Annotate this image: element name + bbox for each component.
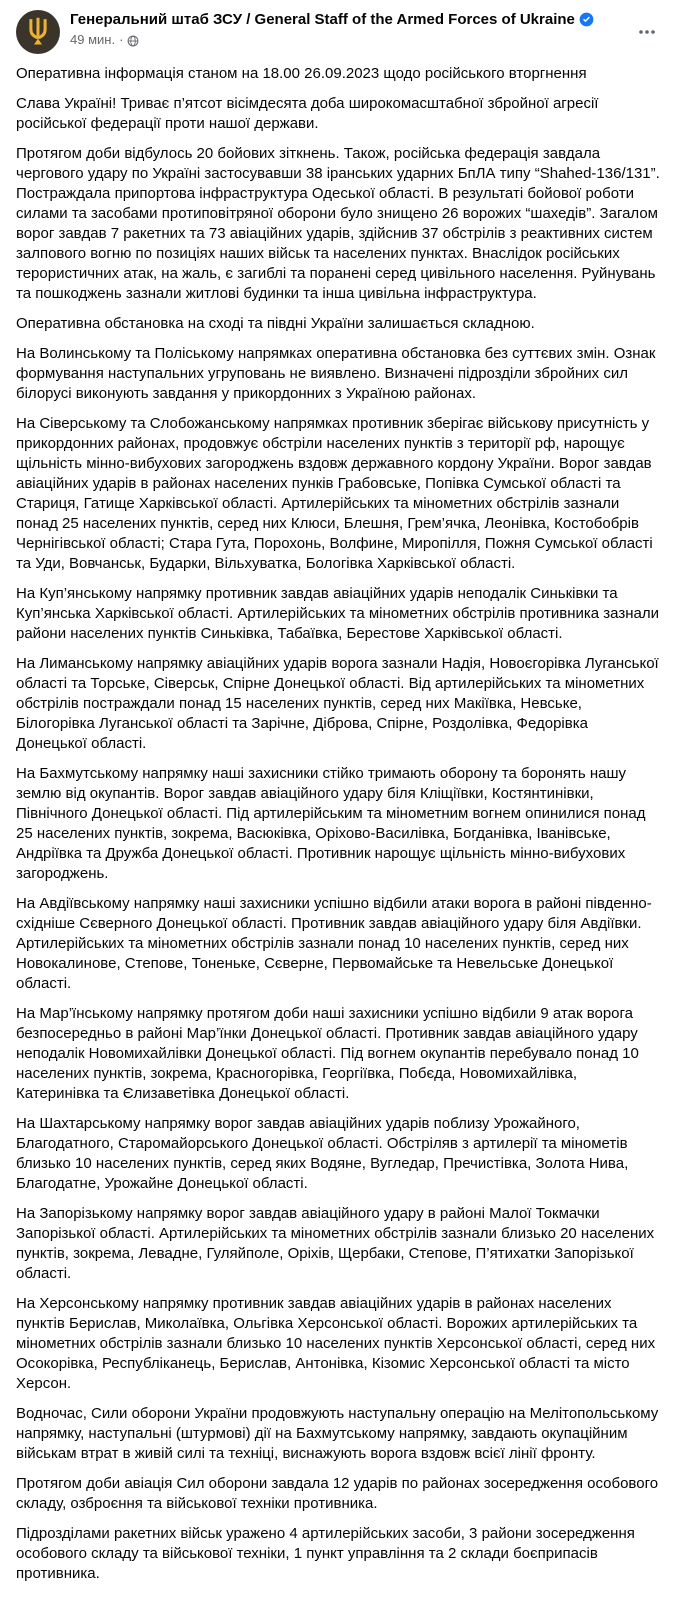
post-paragraph: На Херсонському напрямку противник завдав авіаційних ударів в районах населених пунктів Берислав, Миколаївка, Ольгівка Херсонської області. Ворожих артилерійських та мінометних обстрілів зазнали близько 10 населених пунктів Херсонської області, серед них Осокорівка, Республіканець, Берислав, Антонівка, Кізомис Херсонської області та місто Херсон.: [16, 1295, 656, 1392]
post-paragraph: Оперативна обстановка на сході та півдні України залишається складною.: [16, 315, 535, 332]
post-paragraph: Слава Україні! Триває п’ятсот вісімдесята доба широкомасштабної збройної агресії російської федерації проти нашої держави.: [16, 95, 599, 132]
trident-icon: [25, 16, 51, 48]
page-avatar[interactable]: [16, 10, 60, 54]
post-paragraph: На Запорізькому напрямку ворог завдав авіаційного удару в районі Малої Токмачки Запорізької області. Артилерійських та мінометних обстрілів зазнали близько 20 населених пунктів, зокрема, Левадне, Гуляйполе, Оріхів, Щербаки, Степове, П’ятихатки Запорізької області.: [16, 1205, 655, 1282]
more-options-button[interactable]: [631, 16, 663, 48]
page-name[interactable]: Генеральний штаб ЗСУ / General Staff of the Armed Forces of Ukraine: [70, 11, 575, 28]
post-body: [0, 58, 679, 1602]
post-meta-row: [70, 32, 631, 48]
post-paragraph: Протягом доби відбулось 20 бойових зіткнень. Також, російська федерація завдала чергового удару по Україні застосувавши 38 іранських ударних БпЛА типу “Shahed-136/131”. Постраждала припортова інфраструктура Одеської області. В результаті бойової роботи силами та засобами протиповітряної оборони було знищено 26 ворожих “шахедів”. Загалом ворог завдав 7 ракетних та 73 авіаційних ударів, здійснив 37 обстрілів з реактивних систем залпового вогню по позиціях наших військ та населених пунктах. Внаслідок російських терористичних атак, на жаль, є загиблі та поранені серед цивільного населення. Руйнувань та пошкоджень зазнали житлові будинки та інша цивільна інфраструктура.: [16, 145, 660, 302]
post-paragraph: Оперативна інформація станом на 18.00 26.09.2023 щодо російського вторгнення: [16, 65, 587, 82]
post-header: [0, 0, 679, 58]
post-paragraph: На Авдіївському напрямку наші захисники успішно відбили атаки ворога в районі південно-східніше Сєверного Донецької області. Противник завдав авіаційного удару біля Авдіївки. Артилерійських та мінометних обстрілів зазнали понад 10 населених пунктів, серед них Новокалинове, Степове, Тоненьке, Сєверне, Первомайське та Невельське Донецької області.: [16, 895, 652, 992]
post-paragraph: Водночас, Сили оборони України продовжують наступальну операцію на Мелітопольському напрямку, наступальні (штурмові) дії на Бахмутському напрямку, завдають окупаційним військам втрат в живій силі та техніці, виснажують ворога вздовж всієї лінії фронту.: [16, 1405, 659, 1462]
post-paragraph: На Лиманському напрямку авіаційних ударів ворога зазнали Надія, Новоєгорівка Луганської області та Торське, Сіверськ, Спірне Донецької області. Від артилерійських та мінометних обстрілів постраждали понад 15 населених пунктів, серед них Макіївка, Невське, Білогорівка Луганської області та Зарічне, Діброва, Спірне, Роздолівка, Федорівка Донецької області.: [16, 655, 659, 752]
page-name-row: [70, 10, 631, 29]
post-header-text: [70, 10, 631, 48]
post-paragraph: На Мар’їнському напрямку протягом доби наші захисники успішно відбили 9 атак ворога безпосередньо в районі Мар’їнки Донецької області. Противник завдав авіаційного удару неподалік Новомихайлівки Донецької області. Під вогнем окупантів перебувало понад 10 населених пунктів, зокрема, Красногорівка, Георгіївка, Побєда, Новомихайлівка, Катеринівка та Єлизаветівка Донецької області.: [16, 1005, 639, 1102]
verified-badge-icon: [579, 12, 594, 27]
globe-icon: [127, 35, 139, 47]
meta-separator: ·: [119, 32, 124, 47]
post-paragraph: На Волинському та Поліському напрямках оперативна обстановка без суттєвих змін. Ознак формування наступальних угруповань не виявлено. Визначені підрозділи збройних сил білорусі виконують завдання у прикордонних з Україною районах.: [16, 345, 656, 402]
post-paragraph: На Бахмутському напрямку наші захисники стійко тримають оборону та боронять нашу землю від окупантів. Ворог завдав авіаційного удару біля Кліщіївки, Костянтинівки, Північного Донецької області. Під артилерійським та мінометним вогнем опинилися понад 25 населених пунктів, зокрема, Васюківка, Оріхово-Василівка, Богданівка, Іванівське, Андріївка та Дружба Донецької області. Противник нарощує щільність мінно-вибухових загороджень.: [16, 765, 646, 882]
post-paragraph: На Куп’янському напрямку противник завдав авіаційних ударів неподалік Синьківки та Куп’янська Харківської області. Артилерійських та мінометних обстрілів противника зазнали райони населених пунктів Синьківка, Табаївка, Берестове Харківської області.: [16, 585, 659, 642]
post-paragraph: Підрозділами ракетних військ уражено 4 артилерійських засоби, 3 райони зосередження особового складу та військової техніки, 1 пункт управління та 2 склади боєприпасів противника.: [16, 1525, 635, 1582]
ellipsis-icon: [637, 22, 657, 42]
post-paragraph: На Сіверському та Слобожанському напрямках противник зберігає військову присутність у прикордонних районах, продовжує обстріли населених пунктів з території рф, нарощує щільність мінно-вибухових загороджень вздовж державного кордону України. Ворог завдав авіаційних ударів в районах населених пунків Грабовське, Попівка Сумської області та Стариця, Гатище Харківської області. Артилерійських та мінометних обстрілів зазнали понад 25 населених пунктів, серед них Клюси, Блешня, Грем’ячка, Леонівка, Костобобрів Чернігівської області; Стара Гута, Порохонь, Волфине, Миропілля, Пожня Сумської області та Уди, Вовчанськ, Бударки, Вільхуватка, Бологівка Харківської області.: [16, 415, 653, 572]
post-paragraph: На Шахтарському напрямку ворог завдав авіаційних ударів поблизу Урожайного, Благодатного, Старомайорського Донецької області. Обстріляв з артилерії та мінометів близько 10 населених пунктів, серед яких Водяне, Вугледар, Пречистівка, Золота Нива, Благодатне, Урожайне Донецької області.: [16, 1115, 629, 1192]
post-paragraph: Протягом доби авіація Сил оборони завдала 12 ударів по районах зосередження особового складу, озброєння та військової техніки противника.: [16, 1475, 659, 1512]
post-timestamp[interactable]: 49 мин.: [70, 32, 116, 47]
